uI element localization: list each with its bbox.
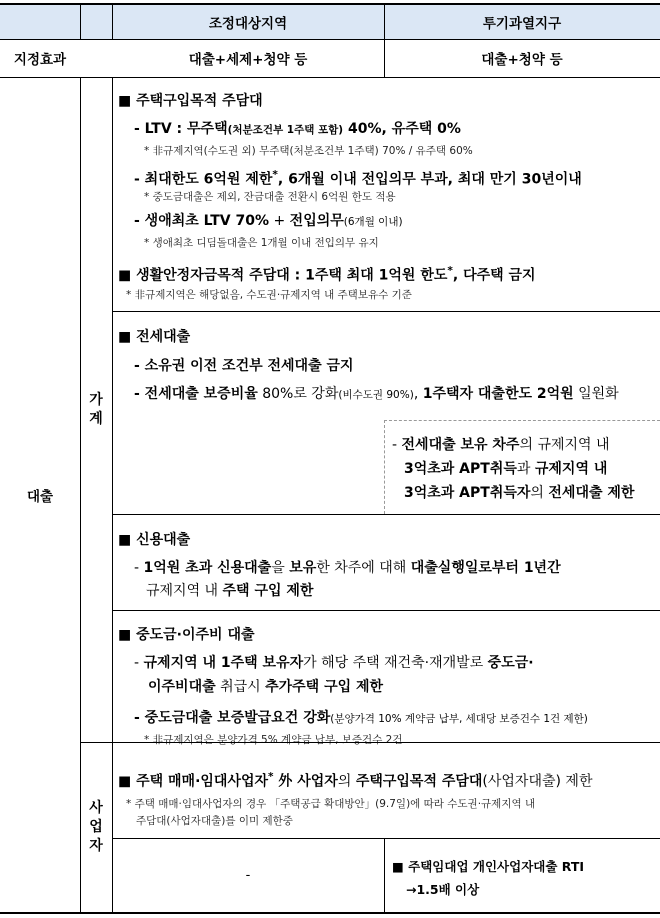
- business-line1: ■ 주택 매매·임대사업자* 外 사업자의 주택구입목적 주담대(사업자대출) 제한: [118, 771, 593, 790]
- jeonse-spec-line2: 3억초과 APT취득과 규제지역 내: [404, 461, 608, 477]
- first-buyer-note: * 생애최초 디딤돌대출은 1개월 이내 전입의무 유지: [144, 237, 379, 249]
- header-speculation-area: [384, 4, 660, 39]
- section-col-divider: [80, 77, 81, 912]
- header-adjust-area: [112, 4, 384, 39]
- header-divider: [0, 39, 660, 40]
- effect-adjust-cell: 대출+세제+청약 등: [188, 52, 308, 68]
- top-border: [0, 3, 660, 5]
- ltv-line: - LTV : 무주택(처분조건부 1주택 포함) 40%, 유주택 0%: [134, 121, 461, 137]
- living-note: * 非규제지역은 해당없음, 수도권·규제지역 내 주택보유수 기준: [126, 289, 412, 301]
- business-adjust-cell: -: [245, 868, 251, 883]
- credit-title: ■ 신용대출: [118, 532, 191, 548]
- bottom-border: [0, 912, 660, 914]
- header-speculation-label: 투기과열지구: [482, 15, 562, 32]
- business-spec-line2: →1.5배 이상: [406, 882, 480, 897]
- household-label: 가 계: [89, 391, 103, 427]
- limit-line: - 최대한도 6억원 제한*, 6개월 이내 전입의무 부과, 최대 만기 30년이내: [134, 169, 582, 188]
- household-divider-living: [112, 311, 660, 312]
- loan-section-label: 대출: [26, 489, 54, 505]
- effect-speculation-cell: 대출+청약 등: [481, 52, 563, 68]
- jeonse-spec-top: [384, 420, 660, 421]
- household-business-divider: [80, 742, 660, 743]
- header-blank-cell: [0, 4, 112, 39]
- credit-line2: 규제지역 내 주택 구입 제한: [146, 583, 314, 599]
- house-purchase-title: ■ 주택구입목적 주담대: [118, 93, 263, 109]
- first-buyer-line: - 생애최초 LTV 70% + 전입의무(6개월 이내): [134, 213, 403, 229]
- business-mid-divider: [384, 838, 385, 912]
- effect-row-label: 지정효과: [13, 52, 67, 68]
- effect-divider: [0, 77, 660, 78]
- midpay-line3: - 중도금대출 보증발급요건 강화(분양가격 10% 계약금 납부, 세대당 보증건수 1건 제한): [134, 710, 588, 726]
- header-mid-divider: [384, 3, 385, 77]
- jeonse-spec-left: [384, 420, 385, 514]
- midpay-line2: 이주비대출 취급시 추가주택 구입 제한: [148, 679, 384, 695]
- jeonse-spec-line1: - 전세대출 보유 차주의 규제지역 내: [392, 437, 610, 453]
- business-divider: [112, 838, 660, 839]
- sub-col-divider-top: [112, 3, 113, 39]
- midpay-note: * 非규제지역은 분양가격 5% 계약금 납부, 보증건수 2건: [144, 734, 403, 746]
- household-divider-midpay: [112, 610, 660, 611]
- jeonse-title: ■ 전세대출: [118, 329, 191, 345]
- business-note1: * 주택 매매·임대사업자의 경우 「주택공급 확대방안」(9.7일)에 따라 수도권·규제지역 내: [126, 798, 536, 810]
- business-label: 사 업 자: [89, 800, 103, 854]
- credit-line1: - 1억원 초과 신용대출을 보유한 차주에 대해 대출실행일로부터 1년간: [134, 560, 561, 576]
- jeonse-line1: - 소유권 이전 조건부 전세대출 금지: [134, 358, 354, 374]
- header-adjust-label: 조정대상지역: [208, 15, 288, 32]
- midpay-line1: - 규제지역 내 1주택 보유자가 해당 주택 재건축·재개발로 중도금·: [134, 655, 534, 671]
- living-title: ■ 생활안정자금목적 주담대 : 1주택 최대 1억원 한도*, 다주택 금지: [118, 265, 536, 284]
- household-divider-credit: [112, 514, 660, 515]
- jeonse-spec-line3: 3억초과 APT취득자의 전세대출 제한: [404, 485, 635, 501]
- business-note2: 주담대(사업자대출)를 이미 제한중: [136, 815, 293, 827]
- sub-col-divider: [112, 77, 113, 912]
- jeonse-line2: - 전세대출 보증비율 80%로 강화(비수도권 90%), 1주택자 대출한도 2억원 일원화: [134, 386, 619, 402]
- limit-note: * 중도금대출은 제외, 잔금대출 전환시 6억원 한도 적용: [144, 191, 396, 203]
- label-col-divider: [80, 3, 81, 39]
- business-spec-line1: ■ 주택임대업 개인사업자대출 RTI: [392, 859, 585, 874]
- ltv-note: * 非규제지역(수도권 외) 무주택(처분조건부 1주택) 70% / 유주택 60%: [144, 145, 473, 157]
- midpay-title: ■ 중도금·이주비 대출: [118, 627, 255, 643]
